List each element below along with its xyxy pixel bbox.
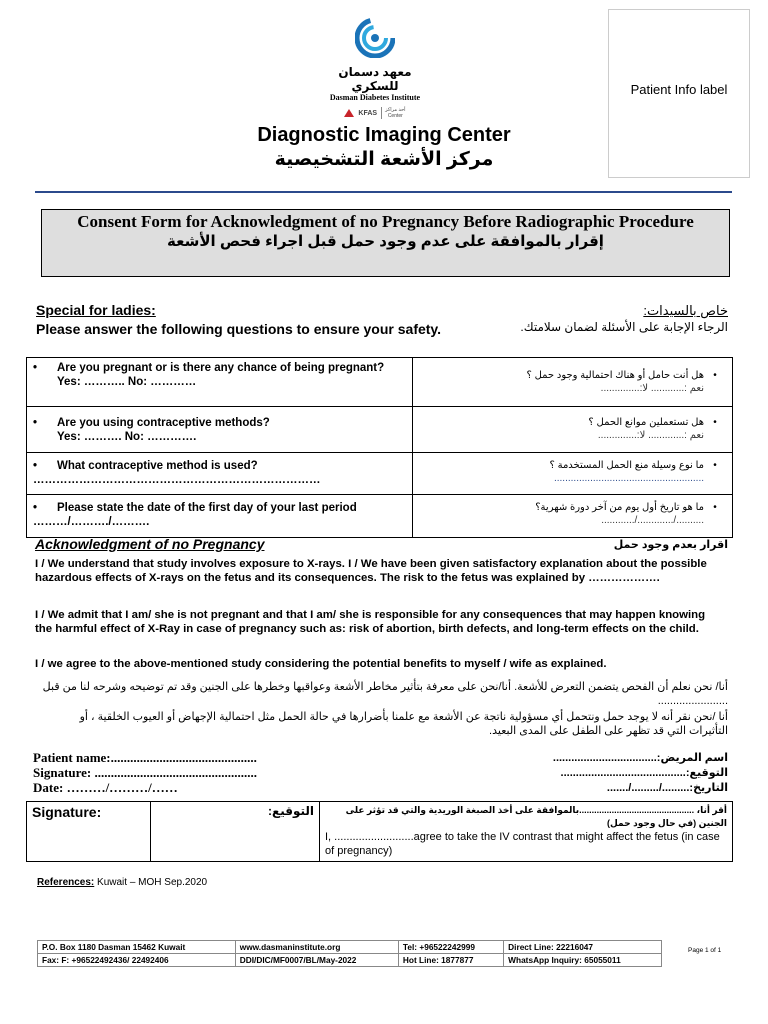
question-text-ar: ما هو تاريخ أول يوم من آخر دورة شهرية؟ (535, 502, 704, 513)
footer-row (38, 941, 662, 954)
bullet-icon: • (33, 417, 38, 429)
kfas-center: أحد مراكز Center (381, 107, 405, 119)
question-cell-en (27, 407, 413, 453)
patient-fields-en (33, 750, 257, 795)
answer-line-ar[interactable]: ...................................................... (553, 473, 704, 484)
question-text-en: Please state the date of the first day of your last period (57, 502, 357, 514)
iv-consent-text-en: I, ..........................agree to take the IV contrast that might affect the fetus (in case of pregnancy) (325, 831, 720, 857)
institute-name-en: Dasman Diabetes Institute (329, 93, 421, 102)
answer-line-en[interactable]: Yes: ……….. No: ………… (57, 376, 197, 388)
question-text-ar: هل تستعملين موانع الحمل ؟ (588, 417, 704, 428)
footer-contact-table (37, 940, 662, 967)
bullet-icon: • (33, 502, 38, 514)
question-cell-en (27, 453, 413, 495)
footer-address: P.O. Box 1180 Dasman 15462 Kuwait (38, 941, 236, 954)
iv-contrast-row (27, 802, 733, 862)
iv-consent-text-ar: أقر أنا، ..............................................بالموافقة على أخذ الصبغة الوريدية والتي قد تؤثر على الجنين (في حال وجود حمل) (345, 805, 727, 828)
patient-info-label-text: Patient Info label (630, 82, 728, 97)
kfas-icon (344, 108, 354, 118)
iv-contrast-table (26, 801, 733, 862)
signature-label-ar: التوقيع: (268, 804, 314, 818)
question-row (27, 358, 733, 407)
answer-line-en[interactable]: Yes: ………. No: …………. (57, 431, 197, 443)
signature-field-ar[interactable]: التوقيع:......................................... (560, 767, 728, 779)
instructions-ar: الرجاء الإجابة على الأسئلة لضمان سلامتك. (520, 320, 728, 334)
footer-doc-code: DDI/DIC/MF0007/BL/May-2022 (235, 954, 398, 967)
question-cell-ar (413, 495, 733, 538)
page-number: Page 1 of 1 (688, 947, 722, 954)
header-divider (35, 191, 732, 193)
references (37, 877, 207, 888)
signature-input-cell[interactable] (151, 802, 320, 862)
footer-hotline: Hot Line: 1877877 (398, 954, 503, 967)
kfas-logo (320, 107, 430, 119)
consent-title-ar: إقرار بالموافقة على عدم وجود حمل قبل اجراء فحص الأشعة (167, 233, 604, 250)
question-cell-en (27, 358, 413, 407)
question-text-en: Are you using contraceptive methods? (57, 417, 270, 429)
patient-name-field[interactable]: Patient name:............................................. (33, 750, 257, 765)
question-cell-ar (413, 453, 733, 495)
patient-name-field-ar[interactable]: اسم المريض:.................................. (552, 752, 728, 764)
acknowledgment-paragraph-ar-2: أنا /نحن نقر أنه لا يوجد حمل ونتحمل أي مسؤولية ناتجة عن الأشعة مع علمنا بأضرارها في حالة الحمل مثل احتمالية الإجهاض أو العيوب الخلقية ، أو التأثيرات التي قد تظهر على الطفل على المدى البعيد. (79, 711, 728, 737)
questions-table (26, 357, 733, 538)
special-for-ladies-en: Special for ladies: (36, 302, 156, 318)
footer-direct-line: Direct Line: 22216047 (504, 941, 662, 954)
footer-whatsapp: WhatsApp Inquiry: 65055011 (504, 954, 662, 967)
consent-title-en: Consent Form for Acknowledgment of no Pregnancy Before Radiographic Procedure (77, 212, 694, 231)
bullet-icon: • (713, 370, 717, 381)
signature-field[interactable]: Signature: .................................................. (33, 765, 258, 780)
footer-fax: Fax: F: +96522492436/ 22492406 (38, 954, 236, 967)
references-label: References: (37, 877, 95, 888)
question-text-en: What contraceptive method is used? (57, 460, 258, 472)
acknowledgment-paragraph-2: I / We admit that I am/ she is not pregnant and that I am/ she is responsible for any consequences that may happen knowing the harmful effect of X-Ray in case of pregnancy such as: risk of abortion, birth defects, and long-term effects on the child. (35, 609, 706, 635)
footer-row (38, 954, 662, 967)
question-text-ar: هل أنت حامل أو هناك احتمالية وجود حمل ؟ (526, 370, 704, 381)
answer-line-en[interactable]: ………/………./………. (33, 516, 150, 528)
answer-line-en[interactable]: ………………………………………………………………… (33, 474, 321, 486)
question-text-ar: ما نوع وسيلة منع الحمل المستخدمة ؟ (549, 460, 704, 471)
instructions-en: Please answer the following questions to ensure your safety. (36, 321, 442, 337)
acknowledgment-heading-ar: اقرار بعدم وجود حمل (613, 539, 728, 551)
question-row (27, 407, 733, 453)
acknowledgment-paragraph-1: I / We understand that study involves exposure to X-rays. I / We have been given satisfactory explanation about the possible hazardous effects of X-rays on the fetus and its consequences. The risk to the fetus was explained by ………………. (35, 558, 707, 584)
acknowledgment-paragraph-ar-1: أنا/ نحن نعلم أن الفحص يتضمن التعرض للأشعة. أنا/نحن على معرفة بتأثير مخاطر الأشعة وعواقبها وخطرها على الجنين وقد تم توضيحه وشرحه لنا من قبل ....................... (42, 681, 728, 707)
bullet-icon: • (713, 502, 717, 513)
answer-line-ar[interactable]: ........../............./............ (601, 515, 704, 526)
signature-label-en: Signature: (32, 804, 102, 820)
question-row (27, 453, 733, 495)
bullet-icon: • (33, 362, 38, 374)
kfas-name: KFAS (358, 109, 378, 117)
date-field-ar[interactable]: التاريخ:........./........./....... (606, 782, 728, 794)
question-cell-ar (413, 358, 733, 407)
bullet-icon: • (713, 460, 717, 471)
signature-label-cell (27, 802, 151, 862)
institute-name-ar: معهد دسمان للسكري (338, 65, 412, 93)
acknowledgment-paragraph-3: I / we agree to the above-mentioned study considering the potential benefits to myself / wife as explained. (35, 658, 607, 670)
question-text-en: Are you pregnant or is there any chance of being pregnant? (57, 362, 385, 374)
institute-logo (320, 18, 430, 119)
question-cell-en (27, 495, 413, 538)
page-title-en: Diagnostic Imaging Center (257, 124, 511, 146)
dasman-logo-icon (355, 18, 395, 58)
page-title-ar: مركز الأشعة التشخيصية (274, 149, 494, 170)
answer-line-ar[interactable]: نعم :............ لا:.............. (600, 383, 704, 394)
question-cell-ar (413, 407, 733, 453)
special-for-ladies-ar: خاص بالسيدات: (643, 303, 728, 318)
acknowledgment-heading-en: Acknowledgment of no Pregnancy (35, 536, 265, 552)
footer-tel: Tel: +96522242999 (398, 941, 503, 954)
consent-title-box (41, 209, 730, 277)
iv-consent-cell (320, 802, 733, 862)
footer-website[interactable]: www.dasmaninstitute.org (235, 941, 398, 954)
date-field[interactable]: Date: ………/………/…… (33, 780, 178, 795)
patient-fields-ar (553, 751, 728, 796)
references-text: Kuwait – MOH Sep.2020 (97, 877, 208, 888)
bullet-icon: • (713, 417, 717, 428)
question-row (27, 495, 733, 538)
bullet-icon: • (33, 460, 38, 472)
answer-line-ar[interactable]: نعم :............. لا:.............. (597, 430, 704, 441)
